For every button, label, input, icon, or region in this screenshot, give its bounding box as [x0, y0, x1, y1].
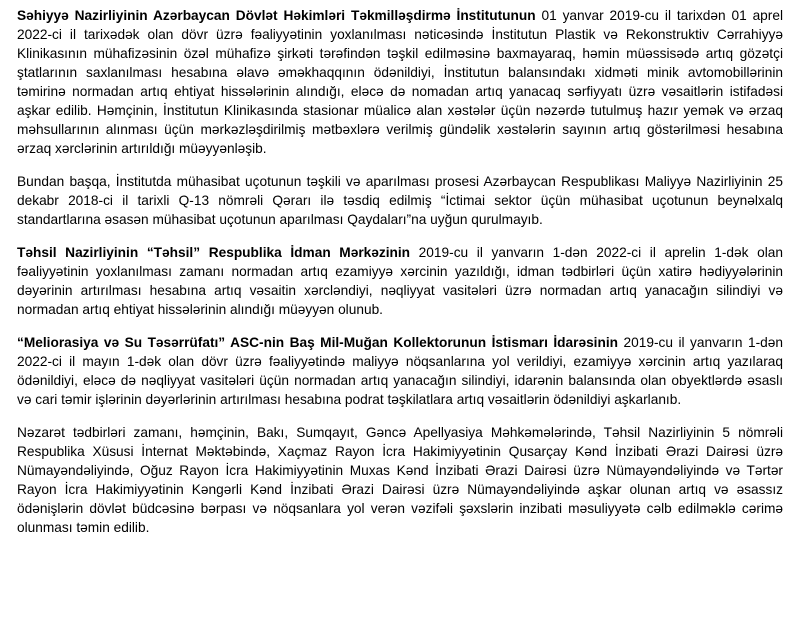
paragraph-text: 2019-cu il yanvarın 1-dən 2022-ci il aprelin 1-dək olan fəaliyyətinin yoxlanılması zamanı normadan artıq ezamiyyə xərcinin yazıldığı, idman tədbirləri üçün xatirə hədiyyələrinin dəyərinin artırılması hesabına artıq vəsaitin xərcləndiyi, nəqliyyat vasitələri üzrə normadan artıq yanacağın silindiyi və normadan artıq ehtiyat hissələrinin alındığı müəyyən olunub. [17, 245, 783, 317]
paragraph-tehsil-sport-center [17, 243, 783, 319]
paragraph-text: 01 yanvar 2019-cu il tarixdən 01 aprel 2022-ci il tarixədək olan dövr üzrə fəaliyyətinin yoxlanılması nəticəsində İnstitutun Plastik və Rekonstruktiv Cərrahiyyə Klinikasının mühafizəsinin özəl mühafizə şirkəti tərəfindən təşkil edilməsinə baxmayaraq, həmin müəssisədə artıq gözətçi ştatlarının saxlanılması hesabına əlavə əməkhaqqının ödənildiyi, İnstitutun balansındakı xidməti minik avtomobillərinin təmirinə normadan artıq ehtiyat hissələrinin alındığı, eləcə də nomadan artıq yanacaq sərfiyyatı üzrə vəsaitlərin istifadəsi aşkar edilib. Həmçinin, İnstitutun Klinikasında stasionar müalicə alan xəstələr üçün nəzərdə tutulmuş hazır yemək və ərzaq məhsullarının alınması üçün mərkəzləşdirilmiş mətbəxlərə verilmiş gündəlik xəstələrin sayının artıq göstərilməsi hesabına ərzaq xərclərinin artırıldığı müəyyənləşib. [17, 8, 784, 156]
paragraph-text: Bundan başqa, İnstitutda mühasibat uçotunun təşkili və aparılması prosesi Azərbaycan Respublikası Maliyyə Nazirliyinin 25 dekabr 2018-ci il tarixli Q-13 nömrəli Qərarı ilə təsdiq edilmiş “İctimai sektor üçün mühasibat uçotunun beynəlxalq standartlarına əsasən mühasibat uçotunun aparılması Qaydaları”na uyğun qurulmayıb. [17, 174, 783, 227]
paragraph-sehiyye-institute [17, 6, 783, 158]
paragraph-accounting-rules [17, 172, 783, 229]
paragraph-text: Nəzarət tədbirləri zamanı, həmçinin, Bakı, Sumqayıt, Gəncə Apellyasiya Məhkəmələrində, Təhsil Nazirliyinin 5 nömrəli Respublika Xüsusi İnternat Məktəbində, Xaçmaz Rayon İcra Hakimiyyətinin Qusarçay Kənd İnzibati Ərazi Dairəsi üzrə Nümayəndəliyində, Oğuz Rayon İcra Hakimiyyətinin Muxas Kənd İnzibati Ərazi Dairəsi üzrə Nümayəndəliyində və Tərtər Rayon İcra Hakimiyyətinin Kəngərli Kənd İnzibati Ərazi Dairəsi üzrə Nümayəndəliyində aşkar olunan artıq və əsassız ödənişlərin dövlət büdcəsinə bərpası və nöqsanlara yol verən vəzifəli şəxslərin inzibati məsuliyyətə cəlb edilməklə cərimə olunması təmin edilib. [17, 425, 783, 535]
paragraph-bold-lead: “Meliorasiya və Su Təsərrüfatı” ASC-nin Baş Mil-Muğan Kollektorunun İstismarı İdarəsinin [17, 335, 619, 350]
paragraph-bold-lead: Təhsil Nazirliyinin “Təhsil” Respublika İdman Mərkəzinin [17, 245, 411, 260]
paragraph-melioration-collector [17, 333, 783, 409]
paragraph-bold-lead: Səhiyyə Nazirliyinin Azərbaycan Dövlət Həkimləri Təkmilləşdirmə İnstitutunun [17, 8, 536, 23]
paragraph-control-measures [17, 423, 783, 537]
paragraph-text: 2019-cu il yanvarın 1-dən 2022-ci il mayın 1-dək olan dövr üzrə fəaliyyətində maliyyə nöqsanlarına yol verildiyi, ezamiyyə xərcinin artıq yazılaraq ödənildiyi, eləcə də nəqliyyat vasitələri üçün normadan artıq yanacağın silindiyi, idarənin balansında olan obyektlərdə əsaslı və cari təmir işlərinin dəyərlərinin artırılması hesabına podrat təşkilatlara artıq vəsaitlərin ödənildiyi aşkarlanıb. [17, 335, 783, 407]
